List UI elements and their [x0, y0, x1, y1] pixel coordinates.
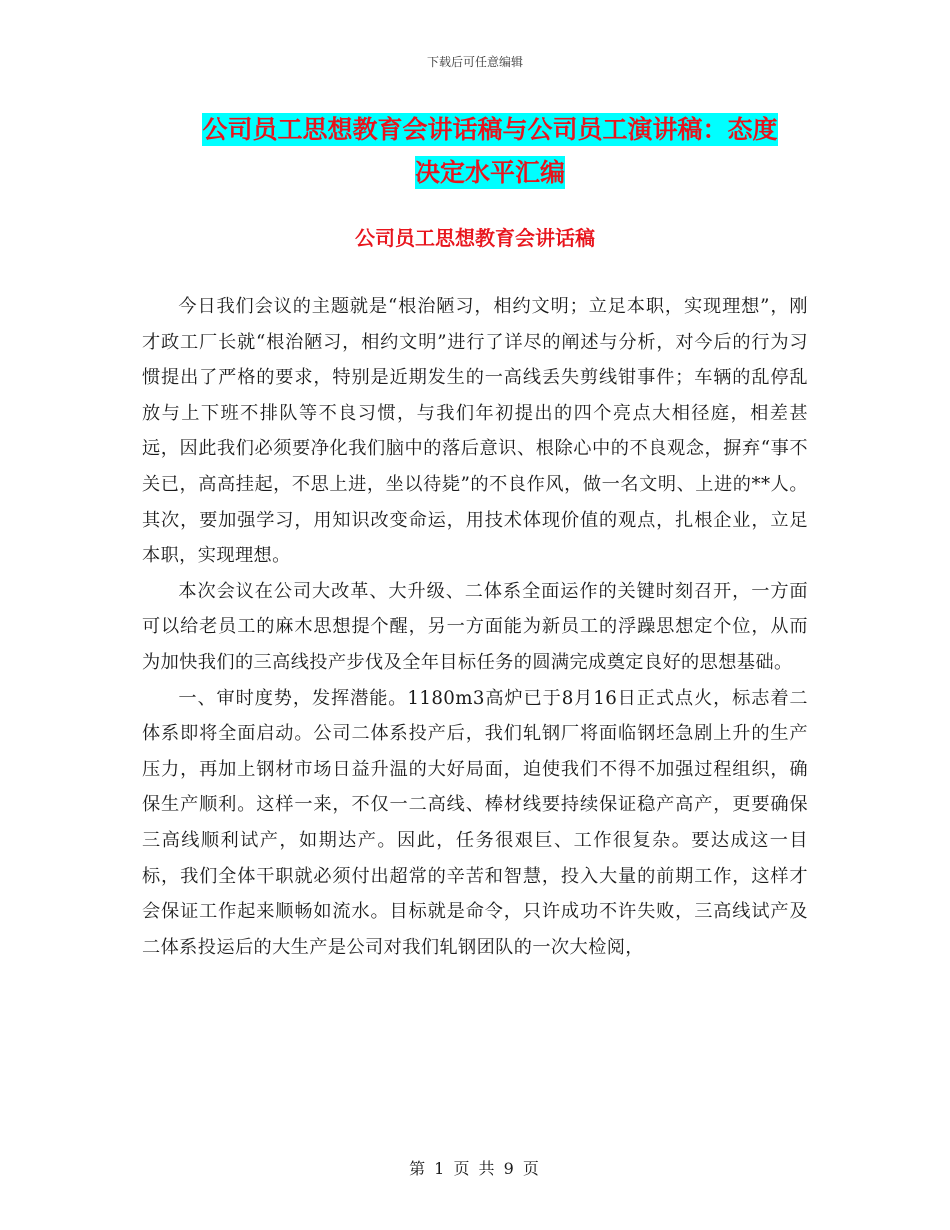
body-text — [142, 289, 808, 965]
paragraph-3: 一、审时度势，发挥潜能。1180m3高炉已于8月16日正式点火，标志着二体系即将全面启动。公司二体系投产后，我们轧钢厂将面临钢坯急剧上升的生产压力，再加上钢材市场日益升温的大好局面，迫使我们不得不加强过程组织，确保生产顺利。这样一来，不仅一二高线、棒材线要持续保证稳产高产，更要确保三高线顺利试产，如期达产。因此，任务很艰巨、工作很复杂。要达成这一目标，我们全体干职就必须付出超常的辛苦和智慧，投入大量的前期工作，这样才会保证工作起来顺畅如流水。目标就是命令，只许成功不许失败，三高线试产及二体系投运后的大生产是公司对我们轧钢团队的一次大检阅， — [142, 687, 808, 958]
section-title: 公司员工思想教育会讲话稿 — [355, 226, 595, 250]
page-number: 第 1 页 共 9 页 — [409, 1159, 541, 1178]
document-title-line-2: 决定水平汇编 — [414, 158, 565, 187]
paragraph-1: 今日我们会议的主题就是“根治陋习，相约文明；立足本职，实现理想”，刚才政工厂长就“根治陋习，相约文明”进行了详尽的阐述与分析，对今后的行为习惯提出了严格的要求，特别是近期发生的一高线丢失剪线钳事件；车辆的乱停乱放与上下班不排队等不良习惯，与我们年初提出的四个亮点大相径庭，相差甚远，因此我们必须要净化我们脑中的落后意识、根除心中的不良观念，摒弃“事不关已，高高挂起，不思上进，坐以待毙”的不良作风，做一名文明、上进的**人。其次，要加强学习，用知识改变命运，用技术体现价值的观点，扎根企业，立足本职，实现理想。 — [142, 296, 808, 567]
document-title — [140, 108, 840, 194]
document-title-line-1: 公司员工思想教育会讲话稿与公司员工演讲稿：态度 — [202, 115, 778, 144]
header-note: 下载后可任意编辑 — [426, 55, 523, 69]
paragraph-2: 本次会议在公司大改革、大升级、二体系全面运作的关键时刻召开，一方面可以给老员工的麻木思想提个醒，另一方面能为新员工的浮躁思想定个位，从而为加快我们的三高线投产步伐及全年目标任务的圆满完成奠定良好的思想基础。 — [142, 580, 808, 673]
